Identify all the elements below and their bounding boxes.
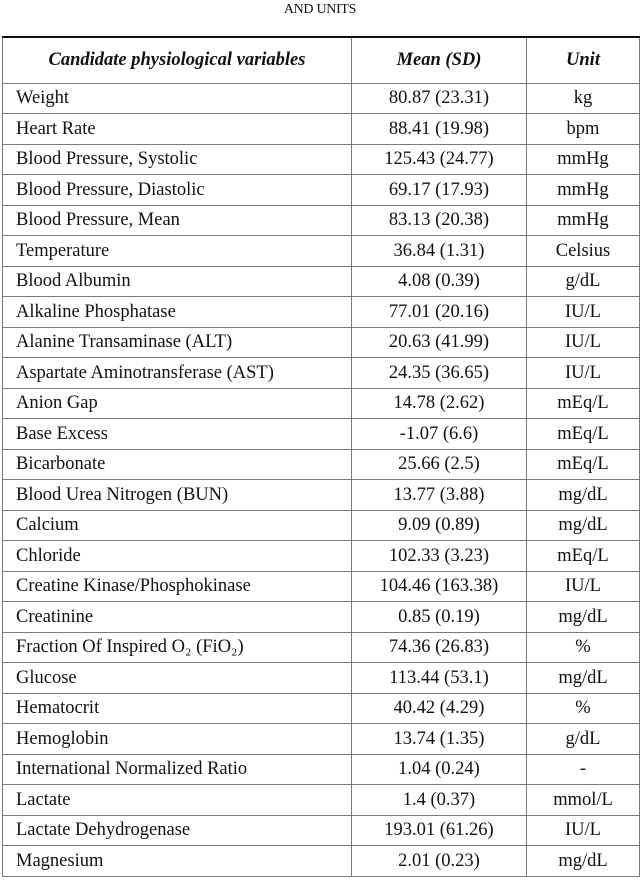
table-row xyxy=(3,815,640,846)
mean-sd-cell: 0.85 (0.19) xyxy=(352,602,527,633)
table-row xyxy=(3,266,640,297)
variable-cell: Blood Pressure, Diastolic xyxy=(3,175,352,206)
table-row xyxy=(3,144,640,175)
mean-sd-cell: 88.41 (19.98) xyxy=(352,114,527,145)
mean-sd-cell: -1.07 (6.6) xyxy=(352,419,527,450)
unit-cell: mg/dL xyxy=(527,846,640,877)
unit-cell: Celsius xyxy=(527,236,640,267)
unit-cell: mg/dL xyxy=(527,480,640,511)
variable-cell: Magnesium xyxy=(3,846,352,877)
variable-cell: Alkaline Phosphatase xyxy=(3,297,352,328)
unit-cell: mEq/L xyxy=(527,541,640,572)
unit-cell: mmHg xyxy=(527,144,640,175)
table-row xyxy=(3,663,640,694)
unit-cell: IU/L xyxy=(527,297,640,328)
unit-cell: % xyxy=(527,693,640,724)
table-row xyxy=(3,419,640,450)
unit-cell: kg xyxy=(527,83,640,114)
unit-cell: % xyxy=(527,632,640,663)
variable-cell: Heart Rate xyxy=(3,114,352,145)
mean-sd-cell: 83.13 (20.38) xyxy=(352,205,527,236)
variable-cell: Hematocrit xyxy=(3,693,352,724)
table-row xyxy=(3,724,640,755)
mean-sd-cell: 80.87 (23.31) xyxy=(352,83,527,114)
variable-cell: Temperature xyxy=(3,236,352,267)
unit-cell: IU/L xyxy=(527,815,640,846)
variable-cell: Blood Albumin xyxy=(3,266,352,297)
table-row xyxy=(3,846,640,877)
variable-cell: Blood Pressure, Systolic xyxy=(3,144,352,175)
variable-cell: Creatinine xyxy=(3,602,352,633)
variable-cell: Weight xyxy=(3,83,352,114)
variable-cell: Glucose xyxy=(3,663,352,694)
unit-cell: mmol/L xyxy=(527,785,640,816)
table-caption: AND UNITS xyxy=(283,2,357,17)
unit-cell: mg/dL xyxy=(527,602,640,633)
table-row xyxy=(3,327,640,358)
mean-sd-cell: 25.66 (2.5) xyxy=(352,449,527,480)
mean-sd-cell: 13.74 (1.35) xyxy=(352,724,527,755)
physiological-variables-table xyxy=(2,36,640,877)
table-row xyxy=(3,541,640,572)
variable-cell: Calcium xyxy=(3,510,352,541)
table-row xyxy=(3,114,640,145)
table-row xyxy=(3,571,640,602)
mean-sd-cell: 2.01 (0.23) xyxy=(352,846,527,877)
mean-sd-cell: 125.43 (24.77) xyxy=(352,144,527,175)
table-row xyxy=(3,510,640,541)
unit-cell: mmHg xyxy=(527,205,640,236)
variable-cell: Blood Pressure, Mean xyxy=(3,205,352,236)
mean-sd-cell: 1.4 (0.37) xyxy=(352,785,527,816)
table-row xyxy=(3,632,640,663)
table-row xyxy=(3,785,640,816)
table-row xyxy=(3,388,640,419)
mean-sd-cell: 4.08 (0.39) xyxy=(352,266,527,297)
mean-sd-cell: 104.46 (163.38) xyxy=(352,571,527,602)
header-mean-sd: Mean (SD) xyxy=(352,37,527,83)
unit-cell: mmHg xyxy=(527,175,640,206)
mean-sd-cell: 193.01 (61.26) xyxy=(352,815,527,846)
variable-cell: Chloride xyxy=(3,541,352,572)
variable-cell: Lactate Dehydrogenase xyxy=(3,815,352,846)
variable-cell: Blood Urea Nitrogen (BUN) xyxy=(3,480,352,511)
variable-cell: Anion Gap xyxy=(3,388,352,419)
mean-sd-cell: 69.17 (17.93) xyxy=(352,175,527,206)
variable-cell: Aspartate Aminotransferase (AST) xyxy=(3,358,352,389)
variable-cell: Fraction Of Inspired O₂ (FiO₂) xyxy=(3,632,352,663)
table-header-row xyxy=(3,37,640,83)
mean-sd-cell: 74.36 (26.83) xyxy=(352,632,527,663)
unit-cell: IU/L xyxy=(527,358,640,389)
unit-cell: g/dL xyxy=(527,724,640,755)
mean-sd-cell: 14.78 (2.62) xyxy=(352,388,527,419)
unit-cell: mEq/L xyxy=(527,419,640,450)
table-row xyxy=(3,236,640,267)
mean-sd-cell: 24.35 (36.65) xyxy=(352,358,527,389)
mean-sd-cell: 102.33 (3.23) xyxy=(352,541,527,572)
variable-cell: Hemoglobin xyxy=(3,724,352,755)
mean-sd-cell: 20.63 (41.99) xyxy=(352,327,527,358)
unit-cell: IU/L xyxy=(527,327,640,358)
table-row xyxy=(3,449,640,480)
table-row xyxy=(3,83,640,114)
mean-sd-cell: 1.04 (0.24) xyxy=(352,754,527,785)
table-row xyxy=(3,358,640,389)
header-variable: Candidate physiological variables xyxy=(3,37,352,83)
table-row xyxy=(3,602,640,633)
unit-cell: IU/L xyxy=(527,571,640,602)
table-row xyxy=(3,175,640,206)
variable-cell: International Normalized Ratio xyxy=(3,754,352,785)
unit-cell: bpm xyxy=(527,114,640,145)
unit-cell: mg/dL xyxy=(527,510,640,541)
table-row xyxy=(3,205,640,236)
unit-cell: - xyxy=(527,754,640,785)
unit-cell: g/dL xyxy=(527,266,640,297)
variable-cell: Lactate xyxy=(3,785,352,816)
header-unit: Unit xyxy=(527,37,640,83)
mean-sd-cell: 13.77 (3.88) xyxy=(352,480,527,511)
table-row xyxy=(3,693,640,724)
table-row xyxy=(3,754,640,785)
table-row xyxy=(3,480,640,511)
unit-cell: mEq/L xyxy=(527,449,640,480)
mean-sd-cell: 77.01 (20.16) xyxy=(352,297,527,328)
table-body xyxy=(3,83,640,876)
table-row xyxy=(3,297,640,328)
unit-cell: mEq/L xyxy=(527,388,640,419)
variable-cell: Bicarbonate xyxy=(3,449,352,480)
variable-cell: Alanine Transaminase (ALT) xyxy=(3,327,352,358)
mean-sd-cell: 40.42 (4.29) xyxy=(352,693,527,724)
mean-sd-cell: 36.84 (1.31) xyxy=(352,236,527,267)
mean-sd-cell: 9.09 (0.89) xyxy=(352,510,527,541)
variable-cell: Base Excess xyxy=(3,419,352,450)
variable-cell: Creatine Kinase/Phosphokinase xyxy=(3,571,352,602)
unit-cell: mg/dL xyxy=(527,663,640,694)
mean-sd-cell: 113.44 (53.1) xyxy=(352,663,527,694)
